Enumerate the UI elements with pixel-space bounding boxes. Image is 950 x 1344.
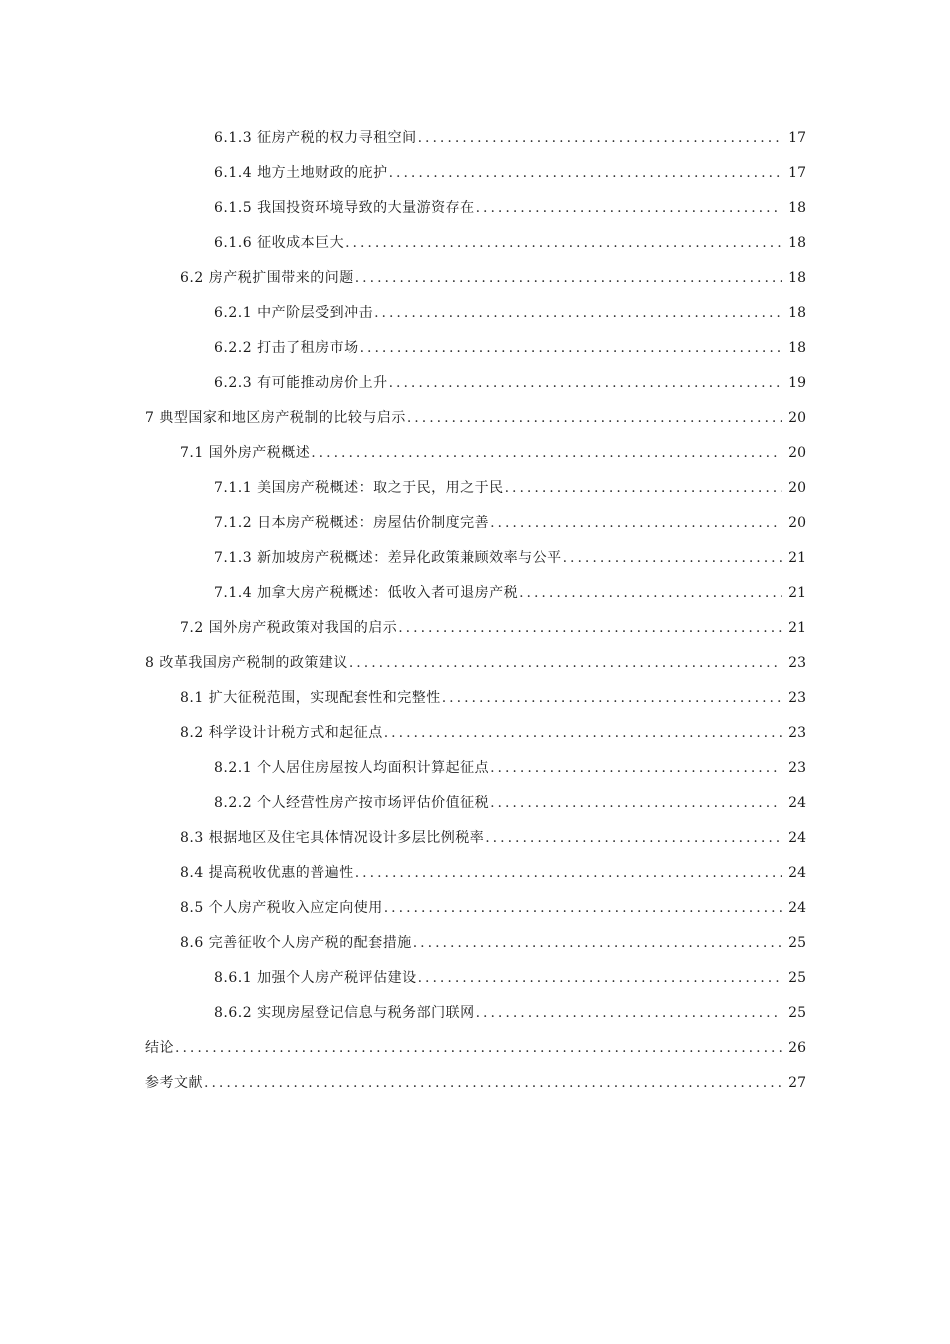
toc-entry-page-number: 18 [788,304,806,321]
dot-leader [418,969,782,987]
toc-entry[interactable] [0,190,950,225]
toc-entry-page-number: 25 [788,969,806,986]
toc-entry-title: 6.2.3 有可能推动房价上升 [214,374,388,391]
toc-entry[interactable] [0,400,950,435]
toc-entry-title: 7.1 国外房产税概述 [180,444,311,461]
toc-entry[interactable] [0,470,950,505]
dot-leader [345,234,782,252]
toc-entry[interactable] [0,260,950,295]
dot-leader [563,549,782,567]
toc-entry[interactable] [0,155,950,190]
toc-entry-page-number: 24 [788,829,806,846]
toc-entry[interactable] [0,820,950,855]
dot-leader [418,129,782,147]
toc-entry-page-number: 23 [788,759,806,776]
dot-leader [389,374,782,392]
toc-entry[interactable] [0,505,950,540]
toc-entry-page-number: 21 [788,549,806,566]
dot-leader [490,794,782,812]
toc-entry-title: 6.2.1 中产阶层受到冲击 [214,304,374,321]
dot-leader [485,829,782,847]
toc-entry-title: 8.6.2 实现房屋登记信息与税务部门联网 [214,1004,475,1021]
dot-leader [374,304,782,322]
dot-leader [505,479,782,497]
toc-entry[interactable] [0,715,950,750]
toc-entry-page-number: 20 [788,479,806,496]
dot-leader [311,444,782,462]
toc-entry-title: 6.1.6 征收成本巨大 [214,234,345,251]
toc-entry-title: 6.2 房产税扩围带来的问题 [180,269,354,286]
table-of-contents [0,120,950,1100]
toc-entry[interactable] [0,785,950,820]
toc-entry-page-number: 24 [788,864,806,881]
toc-entry-title: 参考文献 [145,1074,203,1091]
toc-entry-title: 8.2.1 个人居住房屋按人均面积计算起征点 [214,759,490,776]
toc-entry[interactable] [0,1030,950,1065]
toc-entry-title: 8.2.2 个人经营性房产按市场评估价值征税 [214,794,490,811]
toc-entry[interactable] [0,890,950,925]
toc-entry-page-number: 25 [788,934,806,951]
toc-entry-page-number: 18 [788,234,806,251]
toc-entry-page-number: 18 [788,339,806,356]
toc-entry-title: 6.2.2 打击了租房市场 [214,339,359,356]
toc-entry[interactable] [0,750,950,785]
dot-leader [175,1039,782,1057]
toc-entry-page-number: 17 [788,164,806,181]
dot-leader [490,514,782,532]
toc-entry-title: 8.2 科学设计计税方式和起征点 [180,724,383,741]
toc-entry[interactable] [0,645,950,680]
toc-entry-page-number: 20 [788,409,806,426]
toc-entry-page-number: 21 [788,619,806,636]
dot-leader [413,934,782,952]
toc-entry-title: 7.2 国外房产税政策对我国的启示 [180,619,398,636]
toc-entry-page-number: 23 [788,654,806,671]
toc-entry[interactable] [0,365,950,400]
toc-entry-title: 7.1.3 新加坡房产税概述：差异化政策兼顾效率与公平 [214,549,562,566]
toc-entry[interactable] [0,995,950,1030]
toc-entry[interactable] [0,1065,950,1100]
dot-leader [355,269,782,287]
toc-entry[interactable] [0,855,950,890]
toc-entry-page-number: 27 [788,1074,806,1091]
toc-entry-page-number: 24 [788,794,806,811]
toc-entry[interactable] [0,680,950,715]
toc-entry-title: 7.1.1 美国房产税概述：取之于民，用之于民 [214,479,504,496]
toc-entry-title: 8.1 扩大征税范围，实现配套性和完整性 [180,689,441,706]
toc-entry-title: 7 典型国家和地区房产税制的比较与启示 [145,409,406,426]
dot-leader [407,409,782,427]
dot-leader [349,654,782,672]
toc-entry-page-number: 23 [788,689,806,706]
toc-entry-page-number: 18 [788,199,806,216]
toc-entry-page-number: 24 [788,899,806,916]
dot-leader [442,689,782,707]
dot-leader [355,864,782,882]
dot-leader [476,199,782,217]
toc-entry[interactable] [0,120,950,155]
toc-entry-title: 8.6.1 加强个人房产税评估建设 [214,969,417,986]
toc-entry-title: 6.1.3 征房产税的权力寻租空间 [214,129,417,146]
dot-leader [398,619,782,637]
toc-entry[interactable] [0,295,950,330]
toc-entry-page-number: 18 [788,269,806,286]
dot-leader [360,339,782,357]
dot-leader [384,724,782,742]
toc-entry-title: 8 改革我国房产税制的政策建议 [145,654,348,671]
dot-leader [389,164,782,182]
toc-entry-page-number: 23 [788,724,806,741]
dot-leader [204,1074,782,1092]
toc-entry-title: 8.4 提高税收优惠的普遍性 [180,864,354,881]
toc-entry-page-number: 21 [788,584,806,601]
dot-leader [490,759,782,777]
toc-entry[interactable] [0,225,950,260]
toc-entry-page-number: 26 [788,1039,806,1056]
toc-entry[interactable] [0,925,950,960]
toc-entry[interactable] [0,540,950,575]
toc-entry-title: 7.1.4 加拿大房产税概述：低收入者可退房产税 [214,584,519,601]
toc-entry[interactable] [0,960,950,995]
toc-entry-title: 结论 [145,1039,174,1056]
toc-entry-title: 6.1.5 我国投资环境导致的大量游资存在 [214,199,475,216]
toc-entry[interactable] [0,435,950,470]
toc-entry[interactable] [0,575,950,610]
dot-leader [384,899,782,917]
toc-entry[interactable] [0,610,950,645]
toc-entry-page-number: 19 [788,374,806,391]
toc-entry-title: 6.1.4 地方土地财政的庇护 [214,164,388,181]
dot-leader [476,1004,782,1022]
toc-entry[interactable] [0,330,950,365]
toc-entry-page-number: 25 [788,1004,806,1021]
toc-entry-title: 8.6 完善征收个人房产税的配套措施 [180,934,412,951]
toc-entry-page-number: 17 [788,129,806,146]
toc-entry-page-number: 20 [788,514,806,531]
toc-entry-page-number: 20 [788,444,806,461]
toc-entry-title: 8.3 根据地区及住宅具体情况设计多层比例税率 [180,829,485,846]
dot-leader [519,584,782,602]
toc-entry-title: 8.5 个人房产税收入应定向使用 [180,899,383,916]
toc-entry-title: 7.1.2 日本房产税概述：房屋估价制度完善 [214,514,490,531]
